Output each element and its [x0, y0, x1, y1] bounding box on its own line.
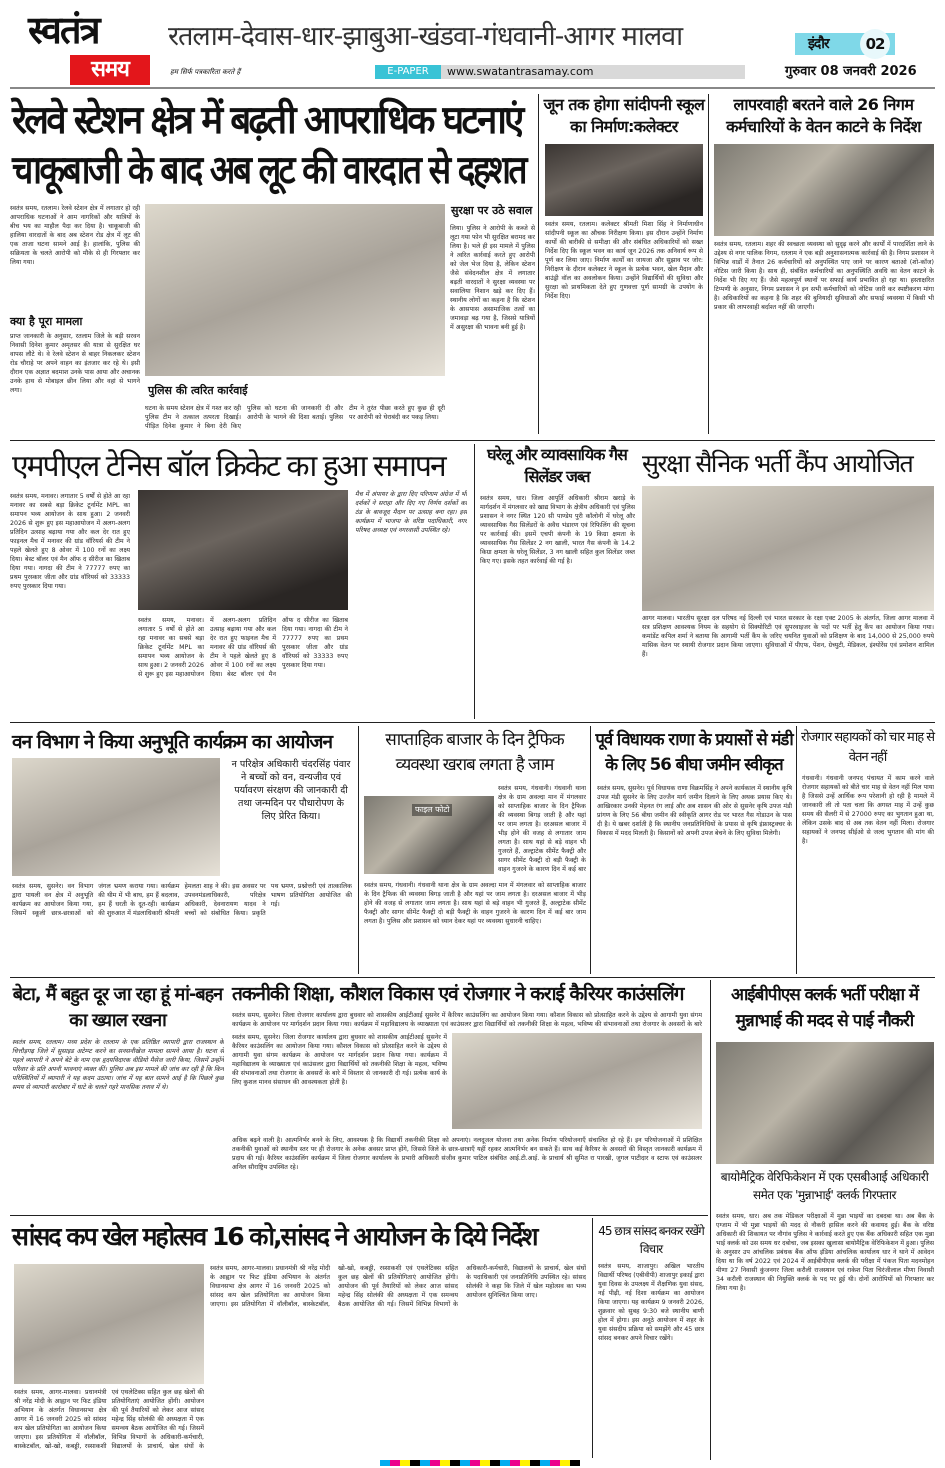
body-text: स्वतंत्र समय, मनावर। लगातार 5 वर्षों से होते आ रहा मनावर का सबसे बड़ा क्रिकेट टूर्नामेंट MPL का समापन भव्य आयोजन के साथ हुआ। 2 जनवरी 2026 से शुरू हुए इस महाआयोजन में अलग-अलग प्रतिदिन उत्साह बढ़ाया गया और कल देर रात हुए फाइनल मैच में मनावर की ग्रांड वॉरियर्स की टीम ने पहले खेलते हुए 8 ओवर में 100 रनों का लक्ष्य दिया। बेस्ट बॉलर एवं मैन ऑफ द सीरीज का खिताब दिया गया। नागदा की टीम ने 77777 रुपए का प्रथम पुरस्कार जीता और ग्रांड वॉरियर्स को 33333 रुपए पुरस्कार दिया गया।: [10, 493, 130, 590]
body-text: स्वतंत्र समय, रतलाम। शहर की स्वच्छता व्यवस्था को सुदृढ़ करने और कार्यों में पारदर्शिता लाने के उद्देश्य से नगर पालिक निगम, रतलाम ने एक बड़ी अनुशासनात्मक कार्रवाई की है। निगम प्रशासन ने विभिन्न वार्डों में तैनात 26 कर्मचारियों को अनुपस्थित पाए जाने पर कारण बताओ (शो-कॉज) नोटिस जारी किया है। साथ ही, संबंधित कर्मचारियों का अनुपस्थिति अवधि का वेतन काटने के निर्देश भी दिए गए हैं। जैसे महत्वपूर्ण स्थानों पर सफाई कार्य प्रभावित हो रहा था। हस्ताक्षरित टिप्पणी के अनुसार, निगम प्रशासन ने इन सभी कर्मचारियों को नोटिस जारी कर स्पष्टीकरण मांगा है। अधिकारियों का कहना है कि शहर की बुनियादी सुविधाओं और सफाई व्यवस्था में किसी भी प्रकार की लापरवाही बर्दाश्त नहीं की जाएगी।: [714, 241, 934, 311]
body-text: स्वतंत्र समय, रतलाम। रेलवे स्टेशन क्षेत्र में लगातार हो रही आपराधिक घटनाओं ने आम नागरिकों और यात्रियों के बीच भय का माहौल पैदा कर दिया है। चाकूबाजी की हालिया वारदातों के बाद अब स्टेशन रोड क्षेत्र में लूट की एक ताजा घटना सामने आई है। हालांकि, पुलिस की सक्रियता के चलते आरोपी को मौके से ही गिरफ्तार कर लिया गया।: [10, 205, 140, 266]
station-photo: [145, 204, 445, 376]
body-text: स्वतंत्र समय, सुसनेर। वन विभाग द्वारा पायली वन क्षेत्र में अनुभूति कार्यक्रम का आयोजन किया गया, जिसमें स्कूली छात्र-छात्राओं को जंगल भ्रमण कराया गया। कार्यक्रम की थीम में भी बाघ, हम हैं बदलाव, हम हैं धरती के दूत-रही। कार्यक्रम की शुरुआत में मंडलाधिकारी श्रीमती हेमलता शाह ने की। इस अवसर पर उपवनमंडलाधिकारी, परिक्षेत्र अधिकारी, देवनारायण यादव ने बच्चों को संबोधित किया। प्रकृति पथ भ्रमण, प्रश्नोत्तरी एवं तात्कालिक भाषण प्रतियोगिता आयोजित की गई।: [12, 883, 352, 917]
cricket-photo: [138, 490, 348, 610]
logo-top: स्वतंत्र: [28, 8, 99, 52]
counselling-photo: [452, 1033, 702, 1129]
headline: एमपीएल टेनिस बॉल क्रिकेट का हुआ समापन: [12, 449, 445, 484]
story-chhatra: [596, 1218, 706, 1460]
headline: जून तक होगा सांदीपनी स्कूल का निर्माण:कलेक्टर: [543, 95, 705, 136]
body-text: स्वतंत्र समय, रतलाम। मध्य प्रदेश के रतलाम के एक प्रतिष्ठित व्यापारी द्वारा राजस्थान के चित्तौड़गढ़ जिले में सुसाइड अटेम्प्ट करने का सनसनीखेज मामला सामने आया है। घटना से पहले व्यापारी ने अपने बेटे के नाम एक हृदयविदारक वीडियो मैसेज जारी किया, जिसमें उन्होंने परिवार के प्रति अपनी भावनाएं व्यक्त कीं। पुलिस अब इस मामले की जांच कर रही है कि किन परिस्थितियों में व्यापारी ने यह कदम उठाया। जांच में यह बात सामने आई है कि पिछले कुछ समय से व्यापारी कारोबार में घाटे के चलते गहरे मानसिक तनाव में थे।: [12, 1039, 224, 1091]
body-text: प्राप्त जानकारी के अनुसार, रतलाम जिले के बड़ी सरवन निवासी दिनेश कुमार अमृतसर की यात्रा से सुरक्षित घर वापस लौटे थे। वे रेलवे स्टेशन से बाहर निकलकर स्टेशन रोड चौराहे पर अपने वाहन का इंतजार कर रहे थे। इसी दौरान एक अज्ञात बदमाश उनके पास आया और अचानक उनके हाथ से मोबाइल छीन लिया और वहां से भागने लगा।: [10, 333, 140, 394]
body-text: स्वतंत्र समय, गंधवानी। गंधवानी थाना क्षेत्र के ग्राम अवल्दा मान में मंगलवार को साप्ताहिक बाजार के दिन ट्रैफिक की व्यवस्था बिगड़ जाती है और यहां पर जाम लगता है। दरअसल बाजार में भीड़ होने की वजह से लगातार जाम लगता है। साथ यहां से बड़े वाहन भी गुजरते हैं, अल्ट्राटेक सीमेंट फैक्ट्री और सागर सीमेंट फैक्ट्री दो बड़ी फैक्ट्री के वाहन गुजरने के कारण दिन में कई बार जाम लगता है। पुलिस और प्रशासन को ध्यान देकर यहां पर व्यवस्था सुधारनी चाहिए।: [364, 882, 586, 925]
body-text: स्वतंत्र समय, रतलाम। कलेक्टर श्रीमती मिशा सिंह ने निर्माणाधीन सांदीपनी स्कूल का औचक निरीक्षण किया। इस दौरान उन्होंने निर्माण कार्यों की बारीकी से समीक्षा की और संबंधित अधिकारियों को सख्त निर्देश दिए कि स्कूल भवन का कार्य जून 2026 तक अनिवार्य रूप से पूर्ण कर लिया जाए। निर्माण कार्यों का जायजा और सुझाव पर जोर: निरीक्षण के दौरान कलेक्टर ने स्कूल के प्रत्येक भवन, खेल मैदान और बाउंड्री वॉल का अवलोकन किया। उन्होंने विद्यार्थियों की सुविधा और सुरक्षा को प्राथमिकता देते हुए गुणवत्ता पूर्ण सामग्री के उपयोग के निर्देश दिए।: [545, 221, 703, 300]
headline: घरेलू और व्यावसायिक गैस सिलेंडर जब्त: [487, 445, 627, 486]
story-sainik: [640, 444, 935, 719]
headline: सुरक्षा सैनिक भर्ती कैंप आयोजित: [642, 449, 913, 478]
story-cricket: [10, 444, 470, 719]
photo-caption: न परिक्षेत्र अधिकारी चंदरसिंह पंवार ने बच्चों को वन, वन्यजीव एवं पर्यावरण संरक्षण की जानकारी दी तथा जन्मदिन पर पौधारोपण के लिए प्रेरित किया।: [231, 759, 351, 822]
headline: बेटा, मैं बहुत दूर जा रहा हूं मां-बहन का ख्याल रखना: [12, 984, 223, 1031]
headline: तकनीकी शिक्षा, कौशल विकास एवं रोजगार ने कराई कैरियर काउंसलिंग: [232, 983, 684, 1005]
registration-marks: [380, 1460, 580, 1466]
story-ibps: [714, 980, 935, 1460]
body-text: लिया। पुलिस ने आरोपी के कब्जे से लूटा गया फोन भी सुरक्षित बरामद कर लिया है। भले ही इस मामले में पुलिस ने त्वरित कार्रवाई करते हुए आरोपी को जेल भेज दिया है, लेकिन स्टेशन जैसे संवेदनशील क्षेत्र में लगातार बढ़ती वारदातों ने सुरक्षा व्यवस्था पर सवालिया निशान खड़े कर दिए हैं। स्थानीय लोगों का कहना है कि स्टेशन के आसपास असामाजिक तत्वों का जमावड़ा बढ़ गया है, जिससे यात्रियों में असुरक्षा की भावना बनी हुई है।: [450, 225, 535, 331]
story-forest: [10, 726, 355, 974]
story-sandipani: [543, 94, 705, 434]
body-text: स्वतंत्र समय, सुसनेर। जिला रोजगार कार्यालय द्वारा बुधवार को शासकीय आईटीआई सुसनेर में कैरियर काउंसलिंग का आयोजन किया गया। कौशल विकास को प्रोत्साहित करने के उद्देश्य से आगामी युवा संगम कार्यक्रम के आयोजन पर मार्गदर्शन प्रदान किया गया। कार्यक्रम में महाविद्यालय के व्याख्याता एवं काउंसलर द्वारा विद्यार्थियों को तकनीकी शिक्षा के महत्व, भविष्य की संभावनाओं तथा रोजगार के अवसरों के बारे: [232, 1012, 702, 1028]
headline: सांसद कप खेल महोत्सव 16 को,सांसद ने आयोजन के दिये निर्देश: [12, 1222, 537, 1251]
photo-label: फाइल फोटो: [412, 804, 452, 816]
issue-date: गुरुवार 08 जनवरी 2026: [785, 64, 917, 79]
headline: रेलवे स्टेशन क्षेत्र में बढ़ती आपराधिक घटनाएं: [12, 98, 522, 143]
masthead: [0, 0, 945, 88]
website-link[interactable]: www.swatantrasamay.com: [447, 65, 594, 78]
tagline: हम सिर्फ पत्रकारिता करते हैं: [170, 68, 241, 76]
subheading: क्या है पूरा मामला: [10, 315, 83, 328]
story-takniki: [230, 980, 705, 1212]
story-gas: [478, 444, 636, 719]
headline: वन विभाग ने किया अनुभूति कार्यक्रम का आयोजन: [12, 731, 333, 753]
story-railway: [10, 94, 535, 439]
body-text: घटना के समय स्टेशन क्षेत्र में गश्त कर रही पुलिस टीम ने तत्काल तत्परता दिखाई। पीड़ित दिनेश कुमार ने बिना देरी किए पुलिस को घटना की जानकारी दी और आरोपी के भागने की दिशा बताई। पुलिस टीम ने तुरंत पीछा करते हुए कुछ ही दूरी पर आरोपी को घेराबंदी कर पकड़ लिया।: [145, 405, 445, 430]
body-text: आगर मालवा। भारतीय सुरक्षा दल परिषद नई दिल्ली एवं भारत सरकार के रक्षा एक्ट 2005 के अंतर्गत, जिला आगर मालवा में सत्र प्रशिक्षण आवश्यक नियम के सहयोग से सिक्योरिटी एवं सुपरवाइजर के पदों पर भर्ती हेतु कैंप का आयोजन किया गया। कमांडेंट कपिल शर्मा ने बताया कि आगामी भर्ती कैंप के जरिए चयनित युवाओं को प्रशिक्षण के बाद 14,000 से 25,000 रुपये मासिक वेतन पर स्थायी रोजगार प्रदान किया जाएगा। सुविधाओं में पीएफ, पेंशन, ग्रेच्युटी, मेडिकल, इंश्योरेंस एवं प्रमोशन शामिल हैं।: [642, 615, 934, 658]
body-text: स्वतंत्र समय, धार। अब तक मेडिकल परीक्षाओं में मुन्ना भाइयों का दबदबा था। अब बैंक के एग्जाम में भी मुन्ना भाइयों की मदद से नौकरी हासिल करने की कवायद हुई। बैंक के वरिष्ठ अधिकारी की शिकायत पर नौगांव पुलिस ने कार्रवाई करते हुए एक बैंक अधिकारी सहित एक मुन्ना भाई क्लर्क को उस समय धर दबोचा, जब इसका खुलासा बायोमैट्रिक वेरिफिकेशन में हुआ। पुलिस के अनुसार उप आंचलिक प्रबंधक बैंक ऑफ इंडिया आंचलिक कार्यालय धार ने थाने में आवेदन दिया था कि वर्ष 2022 एवं 2024 में आईबीपीएस क्लर्क की परीक्षा में पंकज पिता मदनमोहन मीणा 27 निवासी कुंजनगर जिला करौली राजस्थान एवं राकेश पिता चिरंजीलाल मीणा निवासी 34 करौली राजस्थान की नियुक्ति क्लर्क के पद पर हुई थी। दोनों आरोपियों को गिरफ्तार कर लिया गया है।: [716, 1213, 934, 1292]
city-label: इंदौर: [808, 36, 829, 52]
subheading: पुलिस की त्वरित कार्रवाई: [148, 384, 248, 397]
recruitment-photo: [642, 486, 934, 611]
subheadline: बायोमैट्रिक वेरिफिकेशन में एक एसबीआई अधिकारी समेत एक 'मुन्नाभाई' क्लर्क गिरफ्तार: [720, 1170, 929, 1202]
body-text: स्वतंत्र समय, सुसनेर। जिला रोजगार कार्यालय द्वारा बुधवार को शासकीय आईटीआई सुसनेर में कैरियर काउंसलिंग का आयोजन किया गया। कौशल विकास को प्रोत्साहित करने के उद्देश्य से आगामी युवा संगम कार्यक्रम के आयोजन पर मार्गदर्शन प्रदान किया गया। कार्यक्रम में महाविद्यालय के व्याख्याता एवं काउंसलर द्वारा विद्यार्थियों को तकनीकी शिक्षा के महत्व, भविष्य की संभावनाओं तथा रोजगार के अवसरों के बारे में विस्तार से जानकारी दी गई। प्रत्येक कार्य के लिए कुशल मानव संसाधन की आवश्यकता होती है।: [232, 1034, 447, 1086]
body-text: स्वतंत्र समय, सुसनेर। पूर्व विधायक राणा विक्रमसिंह ने अपने कार्यकाल में स्थानीय कृषि उपज मंडी सुसनेर के लिए उज्जैन मार्ग जमीन दिलाने के लिए अथक प्रयास किए थे। आखिरकार उनकी मेहनत रंग लाई और अब शासन की ओर से सुसनेर कृषि उपज मंडी प्रांगण के लिए 56 बीघा जमीन की स्वीकृति आगर रोड पर भारत गैस गोडाउन के पास दी है। ये खबर दर्शाती है कि स्थानीय जनप्रतिनिधियों के प्रयास से कृषि इंफ्रास्ट्रक्चर के विकास में मदद मिलती है। किसानों को अपनी उपज बेचने के लिए सुविधा मिलेगी।: [597, 785, 792, 837]
epaper-badge: E-PAPER: [375, 65, 441, 79]
story-traffic: [362, 726, 587, 974]
headline: 45 छात्र सांसद बनकर रखेंगे विचार: [598, 1224, 704, 1256]
headline: पूर्व विधायक राणा के प्रयासों से मंडी के लिए 56 बीघा जमीन स्वीकृत: [595, 730, 793, 775]
body-text: स्वतंत्र समय, धार। जिला आपूर्ति अधिकारी श्रीराम खराड़े के मार्गदर्शन में मंगलवार को खाद्य विभाग के क्षेत्रीय अधिकारी एवं पुलिस प्रशासन ने नगर स्थित 120 सी पाण्डेय पुरी कॉलोनी में घरेलू और व्यावसायिक गैस सिलेंडरों के अवैध भंडारण एवं रिफिलिंग की सूचना पर कार्रवाई की। इसमें एचपी कंपनी के 19 किग्रा क्षमता के व्यावसायिक गैस सिलेंडर 2 नग खाली, भारत गैस कंपनी के 14.2 किग्रा क्षमता के घरेलू सिलेंडर, 3 नग खाली सहित कुल सिलेंडर जब्त किए गए। इसके तहत कार्रवाई की गई है।: [480, 495, 635, 565]
headline: रोजगार सहायकों को चार माह से वेतन नहीं: [800, 730, 935, 765]
story-mandi: [595, 726, 793, 974]
story-sansad: [10, 1218, 590, 1460]
meeting-photo: [14, 1264, 204, 1384]
forest-event-photo: [12, 758, 220, 876]
page-number: 02: [860, 29, 890, 59]
story-nigam: [712, 94, 935, 434]
arrest-photo: [716, 1042, 934, 1164]
story-beta: [10, 980, 225, 1212]
body-text: अधिक बढ़ने वाली है। आत्मनिर्भर बनने के लिए, आवश्यक है कि विद्यार्थी तकनीकी शिक्षा को अपनाएं। नलदूजल योजना तथा अनेक निर्माण परियोजनाएँ संचालित हो रहे हैं। इन परियोजनाओं में प्रशिक्षित तकनीकी युवाओं को स्थानीय स्तर पर ही रोजगार के अनेक अवसर प्राप्त होंगे, जिससे जिले के छात्र-छात्राएँ यहीं रहकर आत्मनिर्भर बन सकते हैं। साथ कई कैरियर के अवसरों की विस्तृत जानकारी कार्यक्रम में प्रदाय की गई। कैरियर काउंसलिंग कार्यक्रम में जिला रोजगार कार्यालय के प्रभारी अधिकारी संजीव कुमार पाटिल संबंधित आई.टी.आई. के प्राचार्य श्री सुमित रा पारखी, जुगल पाटीदार व स्टाफ एवं काउंसलर अनिल सौराष्ट्रिय उपस्थित रहे।: [232, 1137, 702, 1171]
headline: चाकूबाजी के बाद अब लूट की वारदात से दहशत: [12, 148, 525, 193]
collector-photo: [545, 144, 703, 216]
subheading: सुरक्षा पर उठे सवाल: [451, 204, 533, 217]
regions-title: रतलाम-देवास-धार-झाबुआ-खंडवा-गंधवानी-आगर मालवा: [168, 21, 683, 52]
body-text: स्वतंत्र समय, आगर-मालवा। प्रधानमंत्री श्री नरेंद्र मोदी के आह्वान पर फिट इंडिया अभियान के अंतर्गत विधानसभा क्षेत्र आगर में 16 जनवरी 2025 को सांसद कप खेल प्रतियोगिता का आयोजन किया जाएगा। इस प्रतियोगिता में वॉलीबॉल, बास्केटबॉल, खो-खो, कबड्डी, रस्साकशी एवं एथलेटिक्स सहित कुल छह खेलों की प्रतियोगिताएं आयोजित होंगी। आयोजन की पूर्व तैयारियों को लेकर आज सांसद महेन्द्र सिंह सोलंकी की अध्यक्षता में एक समन्वय बैठक आयोजित की गई। जिसमें विभिन्न विभागों के अधिकारी-कर्मचारी, विद्यालयों के प्राचार्य, खेल संघों के पदाधिकारी एवं जनप्रतिनिधि उपस्थित रहे। सांसद सोलंकी ने कहा कि जिले में खेल महोत्सव का भव्य आयोजन सुनिश्चित किया जाए।: [210, 1265, 586, 1308]
body-text: स्वतंत्र समय, गंधवानी। गंधवानी थाना क्षेत्र के ग्राम अवल्दा मान में मंगलवार को साप्ताहिक बाजार के दिन ट्रैफिक की व्यवस्था बिगड़ जाती है और यहां पर जाम लगता है। दरअसल बाजार में भीड़ होने की वजह से लगातार जाम लगता है। साथ यहां से बड़े वाहन भी गुजरते हैं, अल्ट्राटेक सीमेंट फैक्ट्री और सागर सीमेंट फैक्ट्री दो बड़ी फैक्ट्री के वाहन गुजरने के कारण दिन में कई बार: [498, 785, 586, 873]
sidebar-text: मैच में अंपायर के द्वारा दिए परिणाम अंग्रेज में भी दर्शकों ने सराहा और दिए गए निर्णय दर्शकों का ठंड के बावजूद मैदान पर उत्साह बना रहा। इस कार्यक्रम में भाजपा के वरिष्ठ पदाधिकारी, नगर परिषद अध्यक्ष एवं नगरवासी उपस्थित रहे।: [355, 491, 467, 534]
story-rozgar: [800, 726, 935, 974]
headline: लापरवाही बरतने वाले 26 निगम कर्मचारियों के वेतन काटने के निर्देश: [726, 95, 921, 136]
body-text: स्वतंत्र समय, शाजापुर। अखिल भारतीय विद्यार्थी परिषद (एबीवीपी) शाजापुर इकाई द्वारा युवा दिवस के उपलक्ष्य में शैक्षणिक युवा संसद, नई पीढ़ी, नई दिशा कार्यक्रम का आयोजन किया जाएगा। यह कार्यक्रम 9 जनवरी 2026, शुक्रवार को सुबह 9:30 बजे स्थानीय बाणी होल में होगा। इस अनूठे आयोजन में शहर के युवा संसदीय प्रक्रिया को समझेंगे और 45 छात्र सांसद बनकर अपने विचार रखेंगे।: [598, 1263, 704, 1342]
logo-bottom: समय: [70, 55, 150, 85]
body-text: स्वतंत्र समय, मनावर। लगातार 5 वर्षों से होते आ रहा मनावर का सबसे बड़ा क्रिकेट टूर्नामेंट MPL का समापन भव्य आयोजन के साथ हुआ। 2 जनवरी 2026 से शुरू हुए इस महाआयोजन में अलग-अलग प्रतिदिन उत्साह बढ़ाया गया और कल देर रात हुए फाइनल मैच में मनावर की ग्रांड वॉरियर्स की टीम ने पहले खेलते हुए 8 ओवर में 100 रनों का लक्ष्य दिया। बेस्ट बॉलर एवं मैन ऑफ द सीरीज का खिताब दिया गया। नागदा की टीम ने 77777 रुपए का प्रथम पुरस्कार जीता और ग्रांड वॉरियर्स को 33333 रुपए पुरस्कार दिया गया।: [138, 617, 348, 678]
body-text: स्वतंत्र समय, आगर-मालवा। प्रधानमंत्री श्री नरेंद्र मोदी के आह्वान पर फिट इंडिया अभियान के अंतर्गत विधानसभा क्षेत्र आगर में 16 जनवरी 2025 को सांसद कप खेल प्रतियोगिता का आयोजन किया जाएगा। इस प्रतियोगिता में वॉलीबॉल, बास्केटबॉल, खो-खो, कबड्डी, रस्साकशी एवं एथलेटिक्स सहित कुल छह खेलों की प्रतियोगिताएं आयोजित होंगी। आयोजन की पूर्व तैयारियों को लेकर आज सांसद महेन्द्र सिंह सोलंकी की अध्यक्षता में एक समन्वय बैठक आयोजित की गई। जिसमें विभिन्न विभागों के अधिकारी-कर्मचारी, विद्यालयों के प्राचार्य, खेल संघों के: [14, 1389, 204, 1450]
headline: आईबीपीएस क्लर्क भर्ती परीक्षा में मुन्नाभाई की मदद से पाई नौकरी: [730, 985, 919, 1031]
workers-photo: [714, 144, 934, 236]
body-text: गंधवानी। गंधवानी जनपद पंचायत में काम करने वाले रोजगार सहायकों को बीते चार माह से वेतन नहीं मिल पाया है जिससे उन्हें आर्थिक रूप परेशानी हो रही है मामले में जानकारी ली तो पता चला कि अगस्त माह में उन्हें कुछ समय की सैलरी में से 27000 रुपए का भुगतान हुआ था, लेकिन उसके बाद से अब तक वेतन नहीं मिला। रोजगार सहायकों ने जनपद सीईओ से जल्द भुगतान की मांग की है।: [802, 775, 934, 845]
headline: साप्ताहिक बाजार के दिन ट्रैफिक व्यवस्था खराब लगता है जाम: [385, 730, 564, 775]
